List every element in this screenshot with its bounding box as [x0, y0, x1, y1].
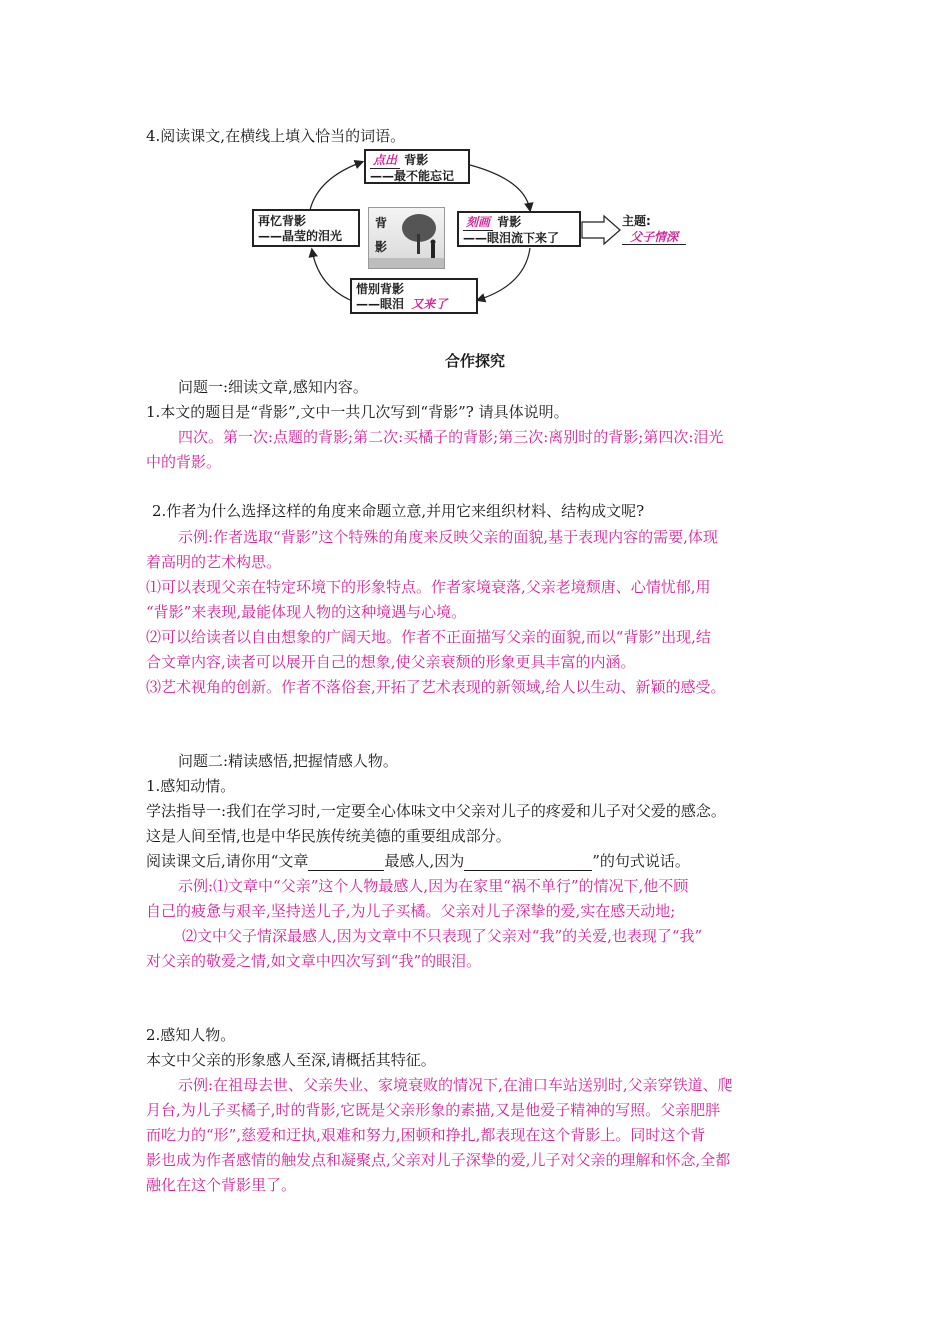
bottom-line2: ——眼泪	[356, 297, 405, 311]
top-fill-answer: 点出	[370, 153, 400, 169]
blank-1	[308, 854, 384, 871]
p2-section2: 2.感知人物。	[146, 1026, 236, 1044]
center-char1: 背	[375, 216, 388, 230]
p1-question2: 2.作者为什么选择这样的角度来命题立意,并用它来组织材料、结构成文呢?	[152, 502, 645, 520]
section-title: 合作探究	[444, 352, 505, 370]
top-line2: ——最不能忘记	[370, 169, 455, 183]
p2-answer3-line4: 影也成为作者感情的触发点和凝聚点,父亲对儿子深挚的爱,儿子对父亲的理解和怀念,全都	[146, 1151, 731, 1169]
prompt-part-a: 阅读课文后,请你用“文章	[146, 852, 309, 870]
right-word: 背影	[497, 215, 522, 229]
left-line1: 再忆背影	[258, 214, 307, 228]
p2-question3: 本文中父亲的形象感人至深,请概括其特征。	[146, 1051, 436, 1069]
tree-figure-icon	[369, 208, 445, 269]
box-right	[457, 211, 581, 247]
top-word: 背影	[404, 153, 429, 167]
p1-answer2-line6: 合文章内容,读者可以展开自己的想象,使父亲衰颓的形象更具丰富的内涵。	[146, 653, 636, 671]
p2-section1: 1.感知动情。	[146, 777, 236, 795]
bottom-line1: 惜别背影	[356, 282, 405, 296]
theme-label: 主题:	[622, 214, 651, 228]
problem2-heading: 问题二:精读感悟,把握情感人物。	[178, 752, 398, 770]
box-left	[252, 209, 360, 247]
p2-sentence-prompt	[146, 851, 690, 871]
theme-block	[622, 213, 686, 245]
p1-answer1-line1: 四次。第一次:点题的背影;第二次:买橘子的背影;第三次:离别时的背影;第四次:泪光	[178, 428, 724, 446]
center-char2: 影	[375, 240, 388, 254]
box-bottom	[350, 278, 478, 314]
p2-example2-line1: ⑵文中父子情深最感人,因为文章中不只表现了父亲对“我”的关爱,也表现了“我”	[182, 927, 703, 945]
p2-example1-line1: 示例:⑴文章中“父亲”这个人物最感人,因为在家里“祸不单行”的情况下,他不顾	[178, 877, 689, 895]
left-line2: ——晶莹的泪光	[258, 229, 343, 243]
blank-2	[464, 854, 592, 871]
p2-example1-line2: 自己的疲惫与艰辛,坚持送儿子,为儿子买橘。父亲对儿子深挚的爱,实在感天动地;	[146, 902, 676, 920]
problem1-heading: 问题一:细读文章,感知内容。	[178, 378, 368, 396]
right-fill-answer: 刻画	[463, 215, 493, 231]
p1-answer1-line2: 中的背影。	[146, 453, 222, 471]
p1-answer2-line2: 着高明的艺术构思。	[146, 553, 282, 571]
p2-example2-line2: 对父亲的敬爱之情,如文章中四次写到“我”的眼泪。	[146, 952, 482, 970]
p2-guide-line2: 这是人间至情,也是中华民族传统美德的重要组成部分。	[146, 827, 511, 845]
theme-fill-answer: 父子情深	[622, 230, 686, 245]
p2-answer3-line5: 融化在这个背影里了。	[146, 1176, 297, 1194]
prompt-part-c: ”的句式说话。	[592, 852, 690, 870]
p2-answer3-line1: 示例:在祖母去世、父亲失业、家境衰败的情况下,在浦口车站送别时,父亲穿铁道、爬	[178, 1076, 733, 1094]
center-image	[368, 207, 445, 269]
p2-guide-line1: 学法指导一:我们在学习时,一定要全心体味文中父亲对儿子的疼爱和儿子对父爱的感念。	[146, 802, 726, 820]
p1-answer2-line5: ⑵可以给读者以自由想象的广阔天地。作者不正面描写父亲的面貌,而以“背影”出现,结	[146, 628, 711, 646]
right-line2: ——眼泪流下来了	[463, 231, 560, 245]
box-top	[364, 149, 470, 184]
bottom-fill-answer: 又来了	[408, 297, 450, 313]
prompt-part-b: 最感人,因为	[384, 852, 465, 870]
p2-answer3-line2: 月台,为儿子买橘子,时的背影,它既是父亲形象的素描,又是他爱子精神的写照。父亲肥胖	[146, 1101, 721, 1119]
p1-answer2-line7: ⑶艺术视角的创新。作者不落俗套,开拓了艺术表现的新领域,给人以生动、新颖的感受。	[146, 678, 726, 696]
q4-heading: 4.阅读课文,在横线上填入恰当的词语。	[146, 127, 406, 145]
p1-answer2-line1: 示例:作者选取“背影”这个特殊的角度来反映父亲的面貌,基于表现内容的需要,体现	[178, 528, 718, 546]
p1-answer2-line3: ⑴可以表现父亲在特定环境下的形象特点。作者家境衰落,父亲老境颓唐、心情忧郁,用	[146, 578, 711, 596]
p1-question1: 1.本文的题目是“背影”,文中一共几次写到“背影”? 请具体说明。	[146, 403, 569, 421]
p1-answer2-line4: “背影”来表现,最能体现人物的这种境遇与心境。	[146, 603, 467, 621]
p2-answer3-line3: 而吃力的“形”,慈爱和迂执,艰难和努力,困顿和挣扎,都表现在这个背影上。同时这个背	[146, 1126, 706, 1144]
